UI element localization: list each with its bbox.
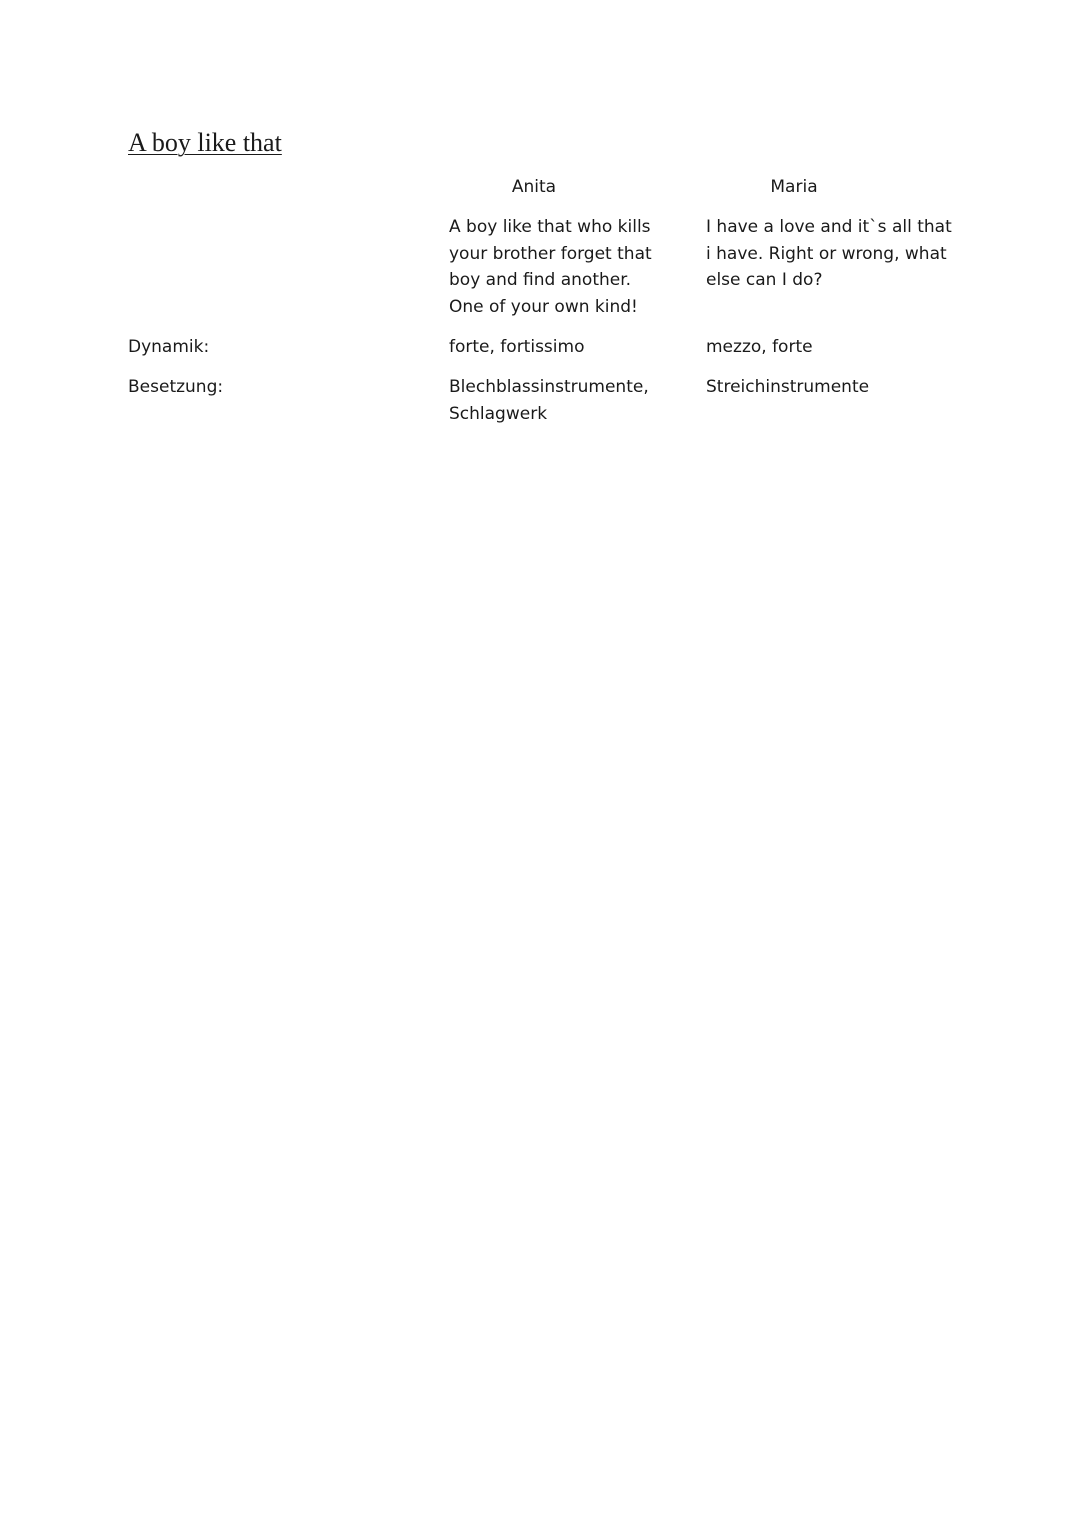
lyrics-line: else can I do?	[706, 270, 823, 290]
column-header-anita: Anita	[511, 177, 557, 197]
lyrics-line: your brother forget that	[449, 243, 652, 264]
lyrics-anita	[449, 214, 689, 320]
lyrics-line: i have. Right or wrong, what	[706, 243, 947, 264]
row-label-dynamik: Dynamik:	[128, 337, 210, 357]
lyrics-line: I have a love and it`s all that	[706, 217, 952, 237]
lyrics-line: boy and find another.	[449, 270, 632, 290]
besetzung-line: Blechblassinstrumente,	[449, 377, 649, 397]
column-header-maria: Maria	[770, 177, 818, 197]
besetzung-maria: Streichinstrumente	[706, 377, 870, 397]
dynamik-maria: mezzo, forte	[706, 337, 813, 357]
lyrics-line: A boy like that who kills	[449, 217, 651, 237]
lyrics-line: One of your own kind!	[449, 296, 638, 317]
besetzung-line: Schlagwerk	[449, 403, 548, 424]
lyrics-maria	[706, 214, 952, 294]
besetzung-anita	[449, 374, 689, 427]
row-label-besetzung: Besetzung:	[128, 377, 224, 397]
dynamik-anita: forte, fortissimo	[449, 337, 585, 357]
page-title: A boy like that	[128, 128, 282, 157]
